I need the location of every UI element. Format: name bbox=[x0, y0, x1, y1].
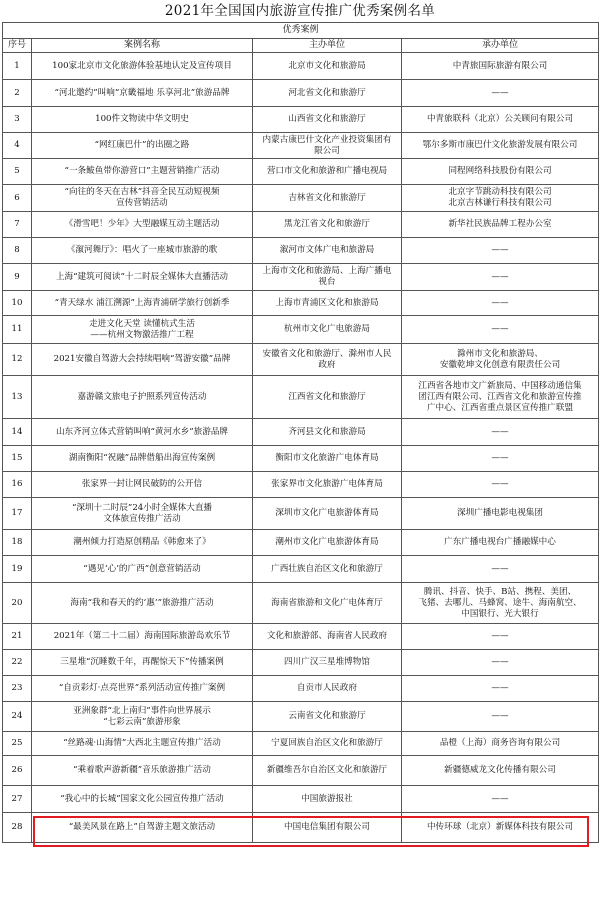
row-organizer: —— bbox=[402, 650, 599, 676]
row-host: 宁夏回族自治区文化和旅游厅 bbox=[253, 732, 402, 756]
row-organizer: —— bbox=[402, 556, 599, 583]
row-organizer: —— bbox=[402, 80, 599, 107]
row-index: 16 bbox=[3, 472, 32, 498]
case-table bbox=[2, 22, 599, 843]
table-row bbox=[3, 107, 599, 133]
row-index: 7 bbox=[3, 212, 32, 238]
row-organizer: —— bbox=[402, 676, 599, 702]
row-host: 上海市文化和旅游局、上海广播电 视台 bbox=[253, 264, 402, 291]
row-case-name: 海南“我和春天的约‘惠’”旅游推广活动 bbox=[32, 583, 253, 624]
row-host: 新疆维吾尔自治区文化和旅游厅 bbox=[253, 756, 402, 786]
row-index: 25 bbox=[3, 732, 32, 756]
row-case-name: “河北邀约”叫响“京畿福地 乐享河北”旅游品牌 bbox=[32, 80, 253, 107]
row-host: 潮州市文化广电旅游体育局 bbox=[253, 530, 402, 556]
row-organizer: 中青旅联科（北京）公关顾问有限公司 bbox=[402, 107, 599, 133]
table-row bbox=[3, 650, 599, 676]
row-organizer: 腾讯、抖音、快手、B站、携程、美团、 飞猪、去哪儿、马蜂窝、途牛、海南航空、 中国银行、光大银行 bbox=[402, 583, 599, 624]
row-organizer: 同程网络科技股份有限公司 bbox=[402, 159, 599, 185]
header-host: 主办单位 bbox=[253, 39, 402, 53]
row-case-name: 亚洲象群“北上南归”事件向世界展示 “七彩云南”旅游形象 bbox=[32, 702, 253, 732]
row-organizer: 品橙（上海）商务咨询有限公司 bbox=[402, 732, 599, 756]
row-host: 营口市文化和旅游和广播电视局 bbox=[253, 159, 402, 185]
row-host: 广西壮族自治区文化和旅游厅 bbox=[253, 556, 402, 583]
row-case-name: 湖南衡阳“祝融”品牌借船出海宣传案例 bbox=[32, 446, 253, 472]
header-idx: 序号 bbox=[3, 39, 32, 53]
row-index: 19 bbox=[3, 556, 32, 583]
row-index: 24 bbox=[3, 702, 32, 732]
row-index: 13 bbox=[3, 376, 32, 419]
row-index: 12 bbox=[3, 344, 32, 376]
row-host: 衡阳市文化旅游广电体育局 bbox=[253, 446, 402, 472]
row-case-name: 《溆河舞厅》：唱火了一座城市旅游的歌 bbox=[32, 238, 253, 264]
row-case-name: 山东齐河立体式营销叫响“黄河水乡”旅游品牌 bbox=[32, 419, 253, 446]
row-case-name: “我心中的长城”国家文化公园宣传推广活动 bbox=[32, 786, 253, 813]
table-row bbox=[3, 446, 599, 472]
page-title: 2021年全国国内旅游宣传推广优秀案例名单 bbox=[164, 3, 436, 19]
row-organizer: 深圳广播电影电视集团 bbox=[402, 498, 599, 530]
table-row bbox=[3, 813, 599, 843]
row-case-name: “遇见‘心’的广西”创意营销活动 bbox=[32, 556, 253, 583]
row-index: 10 bbox=[3, 291, 32, 316]
row-host: 溆河市文体广电和旅游局 bbox=[253, 238, 402, 264]
row-organizer: —— bbox=[402, 316, 599, 344]
row-host: 中国电信集团有限公司 bbox=[253, 813, 402, 843]
row-case-name: 2021安徽自驾游大会持续唱响“驾游安徽”品牌 bbox=[32, 344, 253, 376]
row-organizer: —— bbox=[402, 786, 599, 813]
table-row bbox=[3, 624, 599, 650]
row-host: 北京市文化和旅游局 bbox=[253, 53, 402, 80]
row-case-name: “深圳十二时辰”24小时全媒体大直播 文体旅宣传推广活动 bbox=[32, 498, 253, 530]
row-host: 山西省文化和旅游厅 bbox=[253, 107, 402, 133]
row-case-name: 《滑雪吧！少年》大型融媒互动主题活动 bbox=[32, 212, 253, 238]
row-case-name: “自贡彩灯·点亮世界”系列活动宣传推广案例 bbox=[32, 676, 253, 702]
row-host: 内蒙古康巴什文化产业投资集团有 限公司 bbox=[253, 133, 402, 159]
row-organizer: 滁州市文化和旅游局、 安徽乾坤文化创意有限责任公司 bbox=[402, 344, 599, 376]
row-host: 齐河县文化和旅游局 bbox=[253, 419, 402, 446]
table-row bbox=[3, 291, 599, 316]
row-host: 自贡市人民政府 bbox=[253, 676, 402, 702]
table-row bbox=[3, 556, 599, 583]
row-host: 杭州市文化广电旅游局 bbox=[253, 316, 402, 344]
row-organizer: —— bbox=[402, 446, 599, 472]
row-organizer: 中青旅国际旅游有限公司 bbox=[402, 53, 599, 80]
table-row bbox=[3, 264, 599, 291]
row-index: 8 bbox=[3, 238, 32, 264]
row-organizer: —— bbox=[402, 291, 599, 316]
row-index: 17 bbox=[3, 498, 32, 530]
row-organizer: 北京字节跳动科技有限公司 北京吉林谦行科技有限公司 bbox=[402, 185, 599, 212]
row-case-name: “网红康巴什”的出圈之路 bbox=[32, 133, 253, 159]
row-index: 11 bbox=[3, 316, 32, 344]
row-case-name: “最美风景在路上”自驾游主题文旅活动 bbox=[32, 813, 253, 843]
row-organizer: 广东广播电视台广播融媒中心 bbox=[402, 530, 599, 556]
row-case-name: “向往的冬天在吉林”抖音全民互动短视频 宣传营销活动 bbox=[32, 185, 253, 212]
row-index: 18 bbox=[3, 530, 32, 556]
row-index: 1 bbox=[3, 53, 32, 80]
table-row bbox=[3, 472, 599, 498]
row-index: 2 bbox=[3, 80, 32, 107]
table-row bbox=[3, 80, 599, 107]
row-organizer: 新华社民族品牌工程办公室 bbox=[402, 212, 599, 238]
header-organizer: 承办单位 bbox=[402, 39, 599, 53]
row-host: 张家界市文化旅游广电体育局 bbox=[253, 472, 402, 498]
header-name: 案例名称 bbox=[32, 39, 253, 53]
row-index: 28 bbox=[3, 813, 32, 843]
row-organizer: —— bbox=[402, 238, 599, 264]
row-organizer: —— bbox=[402, 702, 599, 732]
row-host: 中国旅游报社 bbox=[253, 786, 402, 813]
row-host: 江西省文化和旅游厅 bbox=[253, 376, 402, 419]
row-case-name: 张家界一封让网民破防的公开信 bbox=[32, 472, 253, 498]
table-row bbox=[3, 786, 599, 813]
row-case-name: 2021年（第二十二届）海南国际旅游岛欢乐节 bbox=[32, 624, 253, 650]
row-index: 4 bbox=[3, 133, 32, 159]
row-index: 9 bbox=[3, 264, 32, 291]
table-row bbox=[3, 159, 599, 185]
table-row bbox=[3, 732, 599, 756]
row-case-name: 100件文物读中华文明史 bbox=[32, 107, 253, 133]
table-row bbox=[3, 212, 599, 238]
row-host: 海南省旅游和文化广电体育厅 bbox=[253, 583, 402, 624]
row-case-name: 走进文化天堂 读懂杭式生活 ——杭州文物激活推广工程 bbox=[32, 316, 253, 344]
row-organizer: 江西省各地市文广新旅局、中国移动通信集 团江西有限公司、江西省文化和旅游宣传推 广中心、江西省重点景区宣传推广联盟 bbox=[402, 376, 599, 419]
table-row bbox=[3, 185, 599, 212]
row-host: 深圳市文化广电旅游体育局 bbox=[253, 498, 402, 530]
row-host: 四川广汉三星堆博物馆 bbox=[253, 650, 402, 676]
row-index: 27 bbox=[3, 786, 32, 813]
table-row bbox=[3, 344, 599, 376]
row-organizer: —— bbox=[402, 264, 599, 291]
table-row bbox=[3, 583, 599, 624]
row-host: 河北省文化和旅游厅 bbox=[253, 80, 402, 107]
row-case-name: 嘉游赣文旅电子护照系列宣传活动 bbox=[32, 376, 253, 419]
table-row bbox=[3, 419, 599, 446]
row-case-name: “丝路魂·山海情”大西北主题宣传推广活动 bbox=[32, 732, 253, 756]
row-index: 3 bbox=[3, 107, 32, 133]
table-row bbox=[3, 702, 599, 732]
table-row bbox=[3, 53, 599, 80]
row-index: 14 bbox=[3, 419, 32, 446]
row-index: 23 bbox=[3, 676, 32, 702]
row-case-name: 三星堆“沉睡数千年，再醒惊天下”传播案例 bbox=[32, 650, 253, 676]
row-index: 20 bbox=[3, 583, 32, 624]
table-row bbox=[3, 133, 599, 159]
row-index: 26 bbox=[3, 756, 32, 786]
row-host: 云南省文化和旅游厅 bbox=[253, 702, 402, 732]
row-index: 5 bbox=[3, 159, 32, 185]
row-host: 安徽省文化和旅游厅、滁州市人民 政府 bbox=[253, 344, 402, 376]
row-organizer: —— bbox=[402, 624, 599, 650]
row-case-name: 上海“建筑可阅读”十二时辰全媒体大直播活动 bbox=[32, 264, 253, 291]
row-case-name: “青天绿水 浦江溯源”上海青浦研学旅行创新季 bbox=[32, 291, 253, 316]
row-index: 15 bbox=[3, 446, 32, 472]
row-case-name: “乘着歌声游新疆”音乐旅游推广活动 bbox=[32, 756, 253, 786]
table-row bbox=[3, 376, 599, 419]
row-index: 22 bbox=[3, 650, 32, 676]
table-row bbox=[3, 316, 599, 344]
row-index: 6 bbox=[3, 185, 32, 212]
row-host: 上海市青浦区文化和旅游局 bbox=[253, 291, 402, 316]
row-organizer: 中传环球（北京）新媒体科技有限公司 bbox=[402, 813, 599, 843]
row-case-name: 100家北京市文化旅游体验基地认定及宣传项目 bbox=[32, 53, 253, 80]
row-host: 文化和旅游部、海南省人民政府 bbox=[253, 624, 402, 650]
row-case-name: “一条鲅鱼带你游营口”主题营销推广活动 bbox=[32, 159, 253, 185]
table-row bbox=[3, 676, 599, 702]
table-row bbox=[3, 756, 599, 786]
row-case-name: 潮州倾力打造原创精品《韩愈来了》 bbox=[32, 530, 253, 556]
row-organizer: —— bbox=[402, 472, 599, 498]
row-organizer: —— bbox=[402, 419, 599, 446]
table-row bbox=[3, 530, 599, 556]
table-subtitle: 优秀案例 bbox=[3, 23, 599, 39]
row-organizer: 鄂尔多斯市康巴什文化旅游发展有限公司 bbox=[402, 133, 599, 159]
table-row bbox=[3, 498, 599, 530]
row-index: 21 bbox=[3, 624, 32, 650]
table-body bbox=[3, 53, 599, 843]
table-row bbox=[3, 238, 599, 264]
row-host: 黑龙江省文化和旅游厅 bbox=[253, 212, 402, 238]
row-organizer: 新疆德威龙文化传播有限公司 bbox=[402, 756, 599, 786]
row-host: 吉林省文化和旅游厅 bbox=[253, 185, 402, 212]
